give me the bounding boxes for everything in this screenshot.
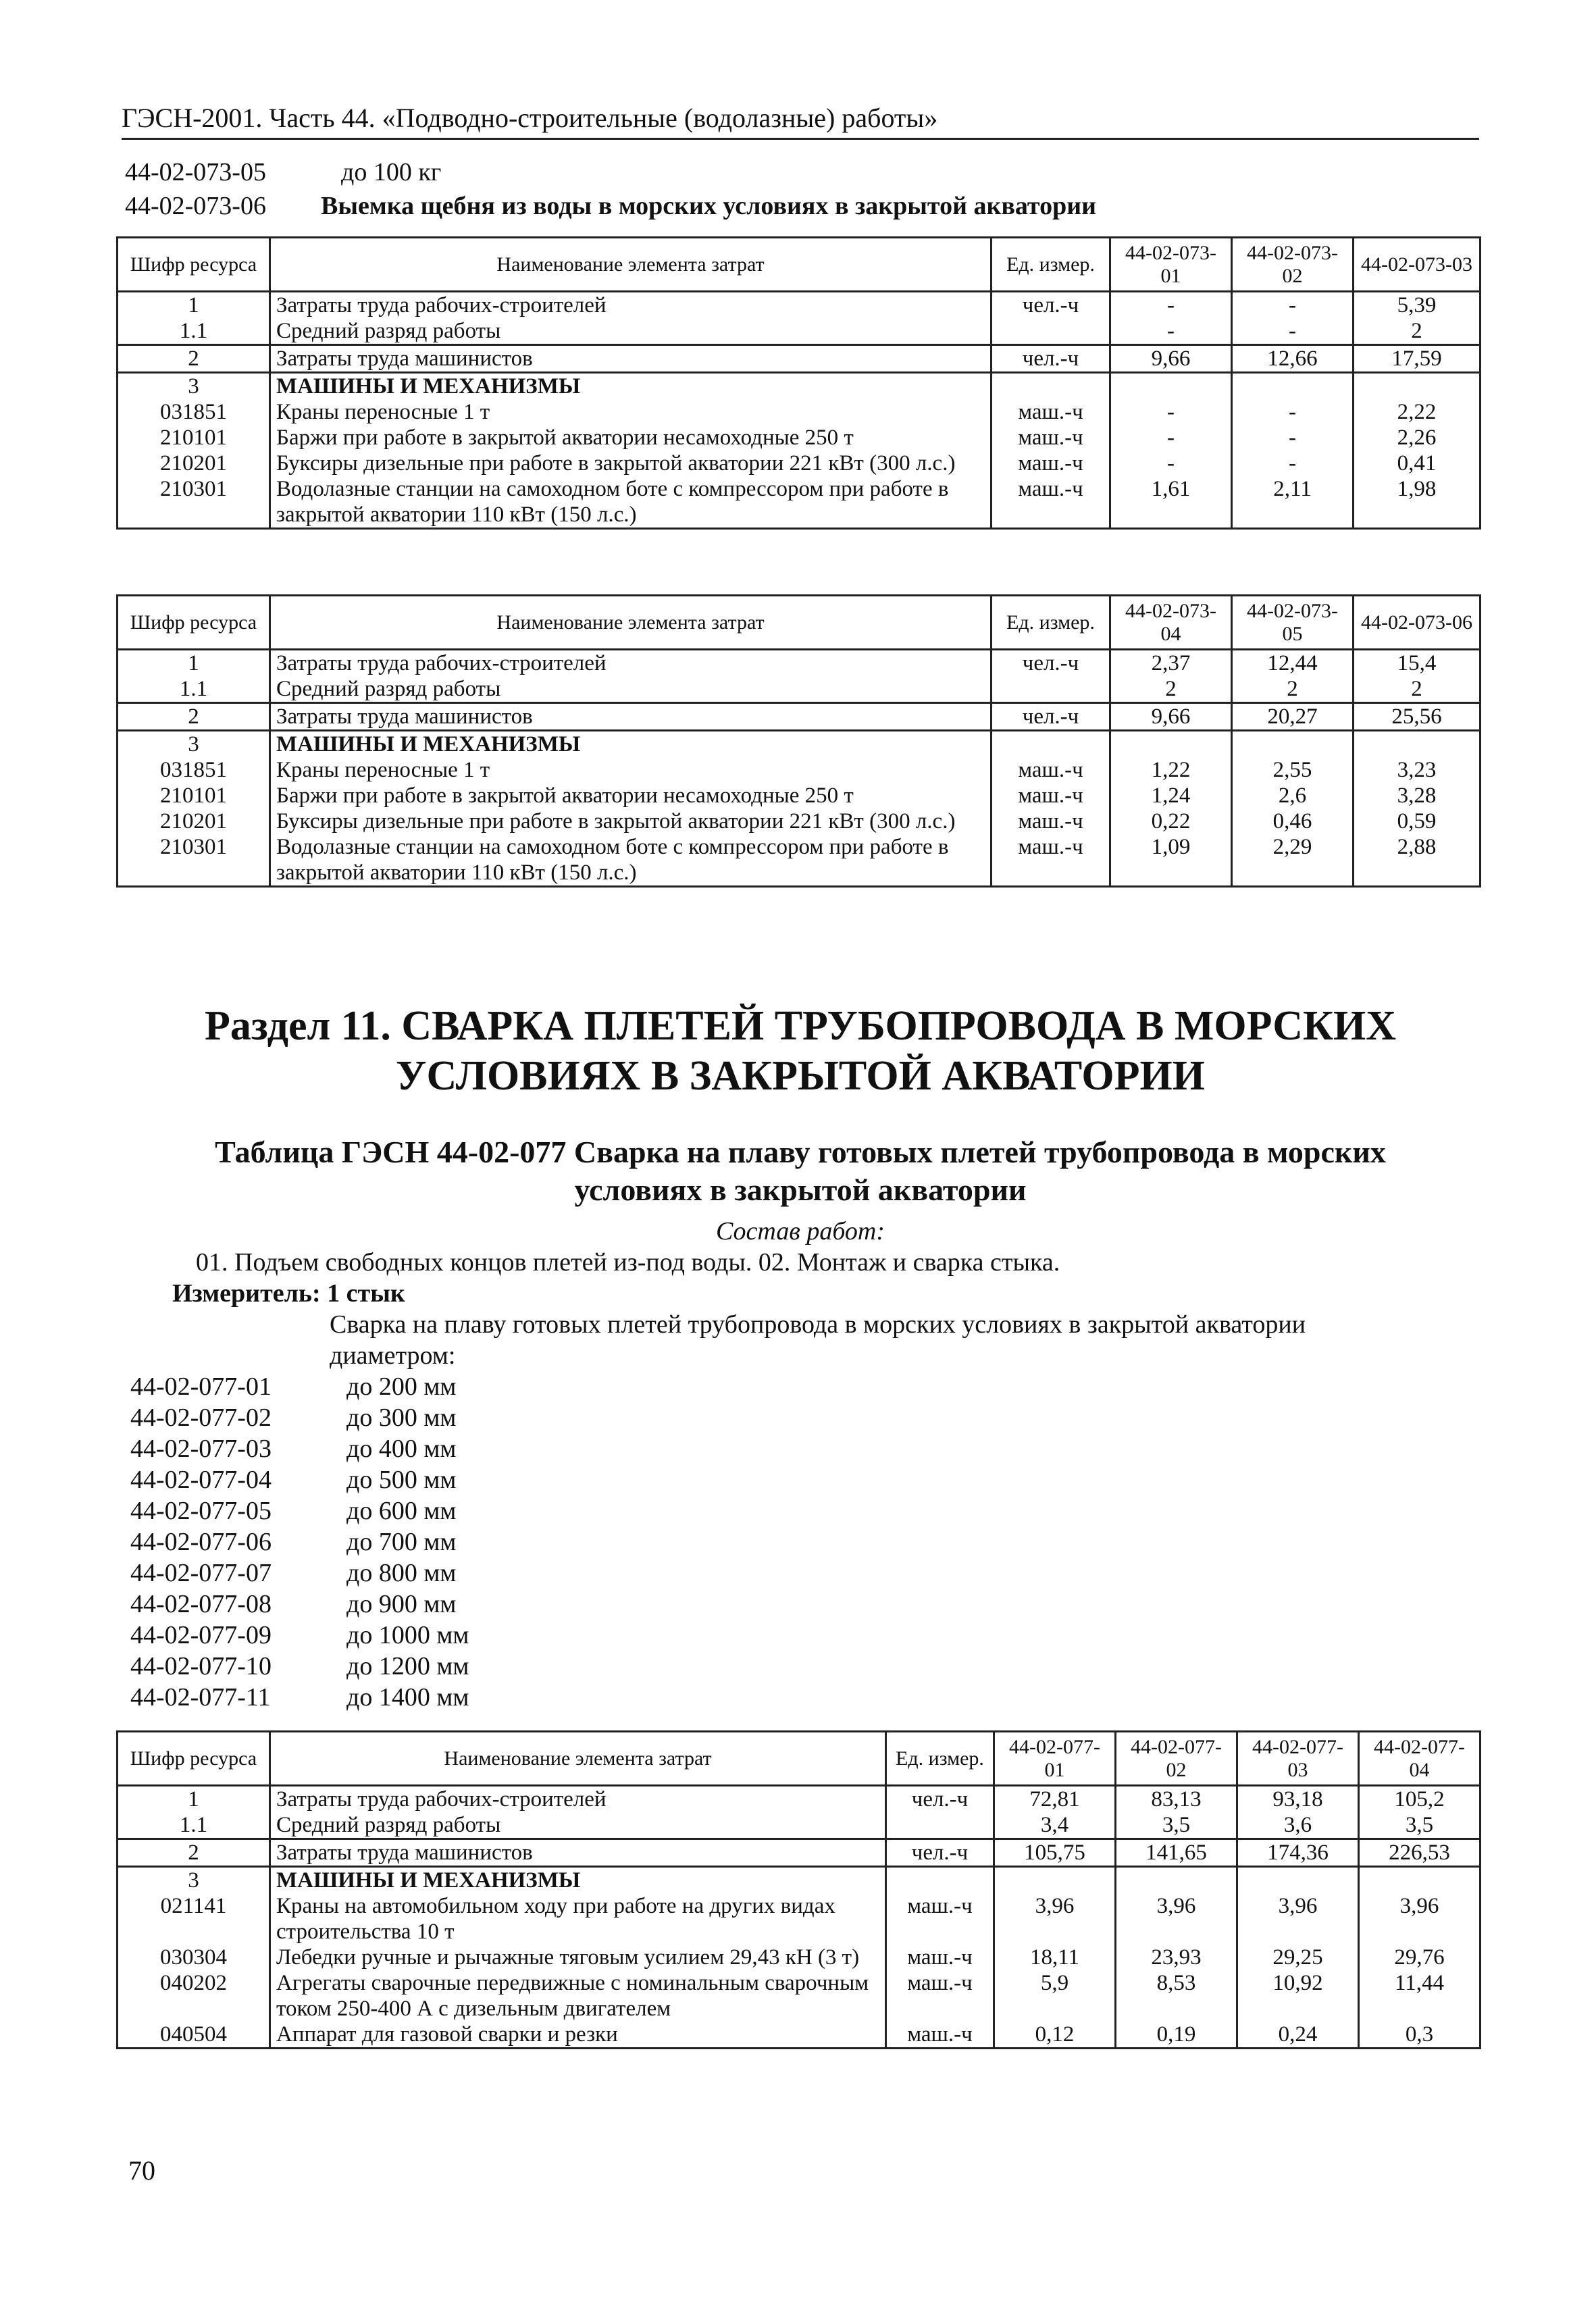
code: 44-02-073-05 bbox=[125, 158, 266, 186]
table-row bbox=[118, 1945, 1481, 1970]
table-cell: 2 bbox=[1110, 676, 1232, 703]
table-cell: 3,96 bbox=[1359, 1893, 1481, 1945]
table-cell bbox=[1110, 731, 1232, 758]
table-cell: 72,81 bbox=[994, 1786, 1116, 1813]
table-cell: - bbox=[1232, 318, 1354, 345]
table-cell: 021141 bbox=[118, 1893, 270, 1945]
table-cell: 12,44 bbox=[1232, 650, 1354, 677]
code-line bbox=[125, 190, 1096, 222]
table-cell bbox=[1359, 1867, 1481, 1894]
table-cell: Затраты труда машинистов bbox=[270, 345, 992, 373]
table-cell: 1.1 bbox=[118, 318, 270, 345]
table-row bbox=[118, 731, 1481, 758]
table-cell: 0,19 bbox=[1116, 2022, 1237, 2049]
table-cell: 1.1 bbox=[118, 676, 270, 703]
table-cell: 3,28 bbox=[1354, 783, 1481, 808]
table-cell: 0,24 bbox=[1237, 2022, 1359, 2049]
table-row bbox=[118, 345, 1481, 373]
table-cell: 0,12 bbox=[994, 2022, 1116, 2049]
code-text: Выемка щебня из воды в морских условиях в закрытой акватории bbox=[321, 192, 1097, 220]
table-cell: Затраты труда рабочих-строителей bbox=[270, 1786, 886, 1813]
table-cell bbox=[992, 318, 1110, 345]
table-cell: 2,11 bbox=[1232, 476, 1354, 529]
table-cell: 0,22 bbox=[1110, 808, 1232, 834]
table-cell: 3,96 bbox=[1116, 1893, 1237, 1945]
header-name: Наименование элемента затрат bbox=[270, 596, 992, 650]
code-text: до 900 мм bbox=[346, 1590, 457, 1618]
description: Сварка на плаву готовых плетей трубопровода в морских условиях в закрытой акватории bbox=[330, 1310, 1306, 1339]
code: 44-02-077-10 bbox=[130, 1652, 272, 1680]
header-col: 44-02-077-01 bbox=[994, 1732, 1116, 1786]
table-cell: Затраты труда машинистов bbox=[270, 1839, 886, 1867]
table-cell: - bbox=[1232, 425, 1354, 451]
code-line bbox=[130, 1402, 469, 1433]
table-row bbox=[118, 292, 1481, 319]
code-line bbox=[130, 1651, 469, 1682]
table-cell: МАШИНЫ И МЕХАНИЗМЫ bbox=[270, 373, 992, 400]
table-cell: 210301 bbox=[118, 834, 270, 887]
table-cell: маш.-ч bbox=[886, 1945, 994, 1970]
resource-table-2 bbox=[116, 594, 1481, 888]
table-cell bbox=[1110, 373, 1232, 400]
table-cell: Буксиры дизельные при работе в закрытой акватории 221 кВт (300 л.с.) bbox=[270, 808, 992, 834]
table-cell: 226,53 bbox=[1359, 1839, 1481, 1867]
header-col: 44-02-077-04 bbox=[1359, 1732, 1481, 1786]
table-cell: 3,96 bbox=[994, 1893, 1116, 1945]
table-cell: 17,59 bbox=[1354, 345, 1481, 373]
table-cell: 2 bbox=[118, 1839, 270, 1867]
code: 44-02-077-11 bbox=[130, 1683, 271, 1712]
table-cell: 1.1 bbox=[118, 1812, 270, 1839]
code-line bbox=[130, 1371, 469, 1402]
header-col: 44-02-073-03 bbox=[1354, 238, 1481, 292]
description: диаметром: bbox=[330, 1341, 456, 1370]
code-line bbox=[130, 1682, 469, 1713]
table-row bbox=[118, 703, 1481, 731]
table-cell: Аппарат для газовой сварки и резки bbox=[270, 2022, 886, 2049]
table-cell: 3,5 bbox=[1359, 1812, 1481, 1839]
header-col: 44-02-077-03 bbox=[1237, 1732, 1359, 1786]
running-header: ГЭСН-2001. Часть 44. «Подводно-строительные (водолазные) работы» bbox=[122, 101, 1479, 140]
code-line bbox=[130, 1433, 469, 1464]
table-cell: - bbox=[1232, 292, 1354, 319]
table-cell bbox=[1232, 731, 1354, 758]
table-cell bbox=[886, 1812, 994, 1839]
table-cell: 031851 bbox=[118, 399, 270, 425]
table-cell: 9,66 bbox=[1110, 703, 1232, 731]
table-cell: маш.-ч bbox=[992, 757, 1110, 783]
table-cell: 29,25 bbox=[1237, 1945, 1359, 1970]
header-code: Шифр ресурса bbox=[118, 1732, 270, 1786]
table-cell: Водолазные станции на самоходном боте с компрессором при работе в закрытой акватории 110 кВт (150 л.с.) bbox=[270, 476, 992, 529]
table-row bbox=[118, 476, 1481, 529]
table-cell: чел.-ч bbox=[992, 650, 1110, 677]
table-cell: 141,65 bbox=[1116, 1839, 1237, 1867]
table-cell: 2 bbox=[118, 703, 270, 731]
header-unit: Ед. измер. bbox=[992, 596, 1110, 650]
table-cell: 20,27 bbox=[1232, 703, 1354, 731]
code: 44-02-077-02 bbox=[130, 1404, 272, 1432]
table-cell bbox=[992, 676, 1110, 703]
table-cell: маш.-ч bbox=[992, 476, 1110, 529]
table-cell: Краны переносные 1 т bbox=[270, 399, 992, 425]
table-cell: 1 bbox=[118, 292, 270, 319]
table-cell: Затраты труда рабочих-строителей bbox=[270, 650, 992, 677]
table-cell: чел.-ч bbox=[992, 703, 1110, 731]
code-text: до 800 мм bbox=[346, 1559, 457, 1587]
header-name: Наименование элемента затрат bbox=[270, 238, 992, 292]
table-cell: маш.-ч bbox=[992, 834, 1110, 887]
table-cell: 174,36 bbox=[1237, 1839, 1359, 1867]
table-cell: Баржи при работе в закрытой акватории несамоходные 250 т bbox=[270, 783, 992, 808]
table-cell: - bbox=[1232, 451, 1354, 476]
table-cell: 2,37 bbox=[1110, 650, 1232, 677]
code: 44-02-077-03 bbox=[130, 1435, 272, 1463]
table-cell: чел.-ч bbox=[992, 345, 1110, 373]
table-cell: 2,6 bbox=[1232, 783, 1354, 808]
table-cell: Средний разряд работы bbox=[270, 318, 992, 345]
table-cell: Затраты труда рабочих-строителей bbox=[270, 292, 992, 319]
table-cell: 210201 bbox=[118, 808, 270, 834]
table-cell: маш.-ч bbox=[886, 2022, 994, 2049]
table-cell bbox=[1232, 373, 1354, 400]
code-line bbox=[130, 1620, 469, 1651]
table-row bbox=[118, 399, 1481, 425]
code: 44-02-077-01 bbox=[130, 1372, 272, 1401]
code-text: до 400 мм bbox=[346, 1435, 457, 1463]
table-cell: - bbox=[1110, 425, 1232, 451]
table-cell: 0,3 bbox=[1359, 2022, 1481, 2049]
table-cell: - bbox=[1110, 451, 1232, 476]
table-cell: маш.-ч bbox=[886, 1970, 994, 2022]
table-row bbox=[118, 1867, 1481, 1894]
table-row bbox=[118, 1812, 1481, 1839]
table-cell: 2,26 bbox=[1354, 425, 1481, 451]
table-row bbox=[118, 808, 1481, 834]
table-cell: - bbox=[1232, 399, 1354, 425]
code-list bbox=[130, 1371, 469, 1713]
table-cell: 210101 bbox=[118, 425, 270, 451]
table-cell bbox=[992, 731, 1110, 758]
table-cell: 18,11 bbox=[994, 1945, 1116, 1970]
table-cell: 040504 bbox=[118, 2022, 270, 2049]
table-cell: 3,23 bbox=[1354, 757, 1481, 783]
table-cell: чел.-ч bbox=[992, 292, 1110, 319]
table-cell: 2 bbox=[1354, 318, 1481, 345]
table-cell: 83,13 bbox=[1116, 1786, 1237, 1813]
composition-text: 01. Подъем свободных концов плетей из-под воды. 02. Монтаж и сварка стыка. bbox=[196, 1248, 1060, 1277]
page-number: 70 bbox=[128, 2155, 155, 2186]
code-line bbox=[130, 1558, 469, 1589]
table-cell: 3,5 bbox=[1116, 1812, 1237, 1839]
table-cell: маш.-ч bbox=[992, 451, 1110, 476]
table-row bbox=[118, 318, 1481, 345]
table-row bbox=[118, 783, 1481, 808]
table-cell: 1,98 bbox=[1354, 476, 1481, 529]
table-cell bbox=[1237, 1867, 1359, 1894]
table-cell: 9,66 bbox=[1110, 345, 1232, 373]
table-cell: 3,6 bbox=[1237, 1812, 1359, 1839]
resource-table-3 bbox=[116, 1730, 1481, 2049]
code-line bbox=[130, 1495, 469, 1526]
code: 44-02-077-09 bbox=[130, 1621, 272, 1649]
table-cell: 29,76 bbox=[1359, 1945, 1481, 1970]
table-cell: 0,46 bbox=[1232, 808, 1354, 834]
table-cell: 2 bbox=[118, 345, 270, 373]
table-cell: 210201 bbox=[118, 451, 270, 476]
code: 44-02-077-05 bbox=[130, 1497, 272, 1525]
table-cell: 1 bbox=[118, 650, 270, 677]
header-name: Наименование элемента затрат bbox=[270, 1732, 886, 1786]
header-col: 44-02-073-04 bbox=[1110, 596, 1232, 650]
table-cell: 0,41 bbox=[1354, 451, 1481, 476]
table-cell bbox=[994, 1867, 1116, 1894]
table-cell: МАШИНЫ И МЕХАНИЗМЫ bbox=[270, 1867, 886, 1894]
table-row bbox=[118, 373, 1481, 400]
table-row bbox=[118, 1893, 1481, 1945]
code-text: до 700 мм bbox=[346, 1528, 457, 1556]
table-cell bbox=[1354, 373, 1481, 400]
table-cell: 2,29 bbox=[1232, 834, 1354, 887]
code-text: до 200 мм bbox=[346, 1372, 457, 1401]
composition-label: Состав работ: bbox=[715, 1217, 885, 1245]
section-title: УСЛОВИЯХ В ЗАКРЫТОЙ АКВАТОРИИ bbox=[396, 1053, 1205, 1099]
table-cell: 3,4 bbox=[994, 1812, 1116, 1839]
table-cell: 93,18 bbox=[1237, 1786, 1359, 1813]
table-cell: Краны на автомобильном ходу при работе на других видах строительства 10 т bbox=[270, 1893, 886, 1945]
table-cell: 2,22 bbox=[1354, 399, 1481, 425]
table-cell: 8,53 bbox=[1116, 1970, 1237, 2022]
code-text: до 1200 мм bbox=[346, 1652, 469, 1680]
table-cell: - bbox=[1110, 399, 1232, 425]
header-unit: Ед. измер. bbox=[992, 238, 1110, 292]
table-cell: маш.-ч bbox=[992, 783, 1110, 808]
table-cell: 105,2 bbox=[1359, 1786, 1481, 1813]
table-cell: 2,88 bbox=[1354, 834, 1481, 887]
header-col: 44-02-073-01 bbox=[1110, 238, 1232, 292]
resource-table-1 bbox=[116, 236, 1481, 530]
table-cell: 3 bbox=[118, 373, 270, 400]
header-unit: Ед. измер. bbox=[886, 1732, 994, 1786]
code-line bbox=[130, 1589, 469, 1620]
table-cell: 105,75 bbox=[994, 1839, 1116, 1867]
table-cell: 1,61 bbox=[1110, 476, 1232, 529]
header-code: Шифр ресурса bbox=[118, 238, 270, 292]
table-title: условиях в закрытой акватории bbox=[574, 1173, 1027, 1207]
table-row bbox=[118, 1839, 1481, 1867]
table-cell: МАШИНЫ И МЕХАНИЗМЫ bbox=[270, 731, 992, 758]
code-text: до 1000 мм bbox=[346, 1621, 469, 1649]
table-cell: Средний разряд работы bbox=[270, 676, 992, 703]
table-cell bbox=[1354, 731, 1481, 758]
header-col: 44-02-073-02 bbox=[1232, 238, 1354, 292]
table-cell: 5,39 bbox=[1354, 292, 1481, 319]
table-cell bbox=[1116, 1867, 1237, 1894]
table-cell: 2 bbox=[1232, 676, 1354, 703]
table-cell: 2,55 bbox=[1232, 757, 1354, 783]
section-title: Раздел 11. СВАРКА ПЛЕТЕЙ ТРУБОПРОВОДА В МОРСКИХ bbox=[204, 1003, 1397, 1049]
table-cell: маш.-ч bbox=[992, 399, 1110, 425]
table-cell: 25,56 bbox=[1354, 703, 1481, 731]
table-cell: 030304 bbox=[118, 1945, 270, 1970]
table-row bbox=[118, 676, 1481, 703]
table-cell: 1 bbox=[118, 1786, 270, 1813]
table-row bbox=[118, 650, 1481, 677]
table-cell: 12,66 bbox=[1232, 345, 1354, 373]
table-row bbox=[118, 1786, 1481, 1813]
header-col: 44-02-077-02 bbox=[1116, 1732, 1237, 1786]
meter-label: Измеритель: 1 стык bbox=[172, 1279, 405, 1308]
table-cell: - bbox=[1110, 292, 1232, 319]
table-cell: 15,4 bbox=[1354, 650, 1481, 677]
table-cell: 0,59 bbox=[1354, 808, 1481, 834]
table-cell: 210301 bbox=[118, 476, 270, 529]
table-cell: 3,96 bbox=[1237, 1893, 1359, 1945]
table-title: Таблица ГЭСН 44-02-077 Сварка на плаву готовых плетей трубопровода в морских bbox=[215, 1135, 1386, 1169]
code: 44-02-073-06 bbox=[125, 192, 266, 220]
table-cell: Краны переносные 1 т bbox=[270, 757, 992, 783]
table-cell: 1,24 bbox=[1110, 783, 1232, 808]
table-cell: 2 bbox=[1354, 676, 1481, 703]
table-cell: 040202 bbox=[118, 1970, 270, 2022]
table-row bbox=[118, 1970, 1481, 2022]
code-text: до 300 мм bbox=[346, 1404, 457, 1432]
table-row bbox=[118, 757, 1481, 783]
table-cell: 11,44 bbox=[1359, 1970, 1481, 2022]
code-text: до 600 мм bbox=[346, 1497, 457, 1525]
table-cell: 031851 bbox=[118, 757, 270, 783]
code-text: до 100 кг bbox=[341, 158, 442, 186]
header-code: Шифр ресурса bbox=[118, 596, 270, 650]
code-line bbox=[130, 1464, 469, 1495]
table-cell bbox=[886, 1867, 994, 1894]
table-cell: Агрегаты сварочные передвижные с номинальным сварочным током 250-400 А с дизельным двигателем bbox=[270, 1970, 886, 2022]
table-row bbox=[118, 2022, 1481, 2049]
header-col: 44-02-073-05 bbox=[1232, 596, 1354, 650]
code: 44-02-077-06 bbox=[130, 1528, 272, 1556]
table-cell: маш.-ч bbox=[992, 808, 1110, 834]
code: 44-02-077-08 bbox=[130, 1590, 272, 1618]
table-cell: маш.-ч bbox=[992, 425, 1110, 451]
code-text: до 500 мм bbox=[346, 1466, 457, 1494]
code: 44-02-077-04 bbox=[130, 1466, 272, 1494]
code-text: до 1400 мм bbox=[346, 1683, 469, 1712]
table-cell: Баржи при работе в закрытой акватории несамоходные 250 т bbox=[270, 425, 992, 451]
table-cell: 5,9 bbox=[994, 1970, 1116, 2022]
table-cell: маш.-ч bbox=[886, 1893, 994, 1945]
code: 44-02-077-07 bbox=[130, 1559, 272, 1587]
table-cell: чел.-ч bbox=[886, 1839, 994, 1867]
table-row bbox=[118, 451, 1481, 476]
code-line bbox=[130, 1526, 469, 1558]
table-cell: 3 bbox=[118, 731, 270, 758]
table-cell: 1,09 bbox=[1110, 834, 1232, 887]
table-cell: 210101 bbox=[118, 783, 270, 808]
table-row bbox=[118, 425, 1481, 451]
table-cell: 23,93 bbox=[1116, 1945, 1237, 1970]
table-cell: 1,22 bbox=[1110, 757, 1232, 783]
code-line bbox=[125, 157, 441, 188]
table-cell: чел.-ч bbox=[886, 1786, 994, 1813]
table-row bbox=[118, 834, 1481, 887]
table-cell: 10,92 bbox=[1237, 1970, 1359, 2022]
table-cell: - bbox=[1110, 318, 1232, 345]
table-cell: Средний разряд работы bbox=[270, 1812, 886, 1839]
table-cell: Водолазные станции на самоходном боте с компрессором при работе в закрытой акватории 110 кВт (150 л.с.) bbox=[270, 834, 992, 887]
table-cell: Затраты труда машинистов bbox=[270, 703, 992, 731]
table-cell: 3 bbox=[118, 1867, 270, 1894]
header-col: 44-02-073-06 bbox=[1354, 596, 1481, 650]
table-cell: Лебедки ручные и рычажные тяговым усилием 29,43 кН (3 т) bbox=[270, 1945, 886, 1970]
table-cell bbox=[992, 373, 1110, 400]
table-cell: Буксиры дизельные при работе в закрытой акватории 221 кВт (300 л.с.) bbox=[270, 451, 992, 476]
